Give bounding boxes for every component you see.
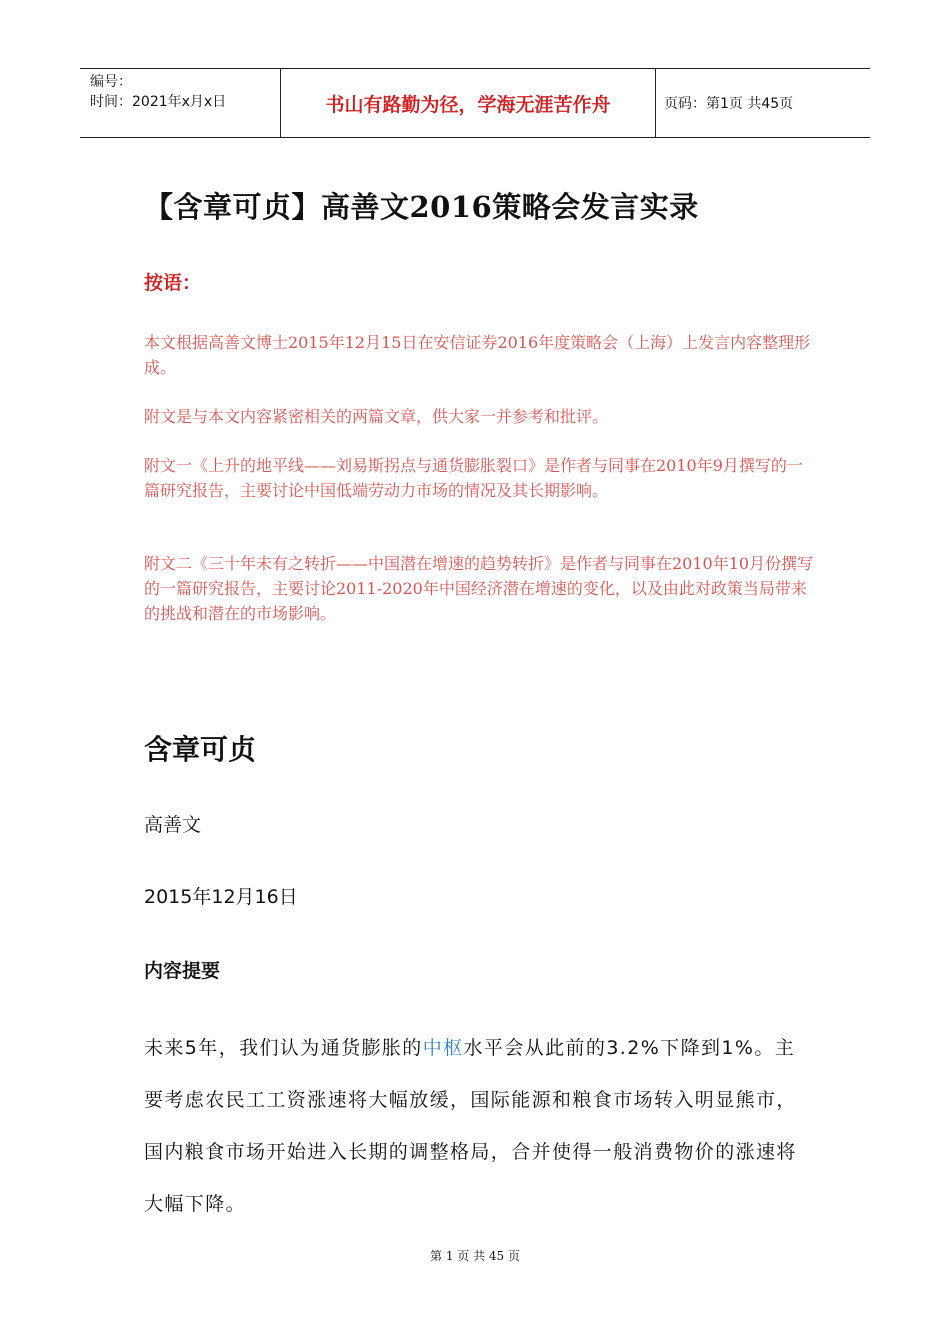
note-paragraph-2: 附文是与本文内容紧密相关的两篇文章，供大家一并参考和批评。	[144, 407, 609, 426]
section-title: 含章可贞	[144, 733, 257, 766]
document-title: 【含章可贞】高善文2016策略会发言实录	[144, 190, 699, 224]
header-page-info: 页码：第1页 共45页	[664, 96, 794, 112]
summary-text-after-link: 水平会从此前的3.2%下降到1%。主要考虑农民工工资涨速将大幅放缓，国际能源和粮食市场转入明显熊市，国内粮食市场开始进入长期的调整格局，合并使得一般消费物价的涨速将大幅下降。	[144, 1037, 797, 1215]
date: 2015年12月16日	[144, 886, 298, 908]
summary-heading: 内容提要	[144, 960, 221, 982]
summary-paragraph	[144, 1022, 804, 1230]
header-motto: 书山有路勤为径，学海无涯苦作舟	[281, 69, 656, 137]
note-paragraph-3: 附文一《上升的地平线——刘易斯拐点与通货膨胀裂口》是作者与同事在2010年9月撰写的一篇研究报告，主要讨论中国低端劳动力市场的情况及其长期影响。	[144, 456, 803, 500]
header-meta-cell	[80, 69, 281, 137]
summary-text-before-link: 未来5年，我们认为通货膨胀的	[144, 1037, 423, 1059]
time-label: 时间：2021年x月x日	[90, 94, 227, 110]
summary-link[interactable]: 中枢	[422, 1037, 464, 1059]
note-paragraph-1: 本文根据高善文博士2015年12月15日在安信证券2016年度策略会（上海）上发言内容整理形成。	[144, 333, 811, 377]
header-table	[80, 68, 870, 138]
number-label: 编号：	[90, 74, 132, 90]
page-footer: 第 1 页 共 45 页	[430, 1249, 520, 1263]
note-paragraph-4: 附文二《三十年未有之转折——中国潜在增速的趋势转折》是作者与同事在2010年10月份撰写的一篇研究报告，主要讨论2011-2020年中国经济潜在增速的变化，以及由此对政策当局带来的挑战和潜在的市场影响。	[144, 554, 814, 623]
note-label: 按语：	[144, 272, 202, 294]
author: 高善文	[144, 814, 202, 836]
